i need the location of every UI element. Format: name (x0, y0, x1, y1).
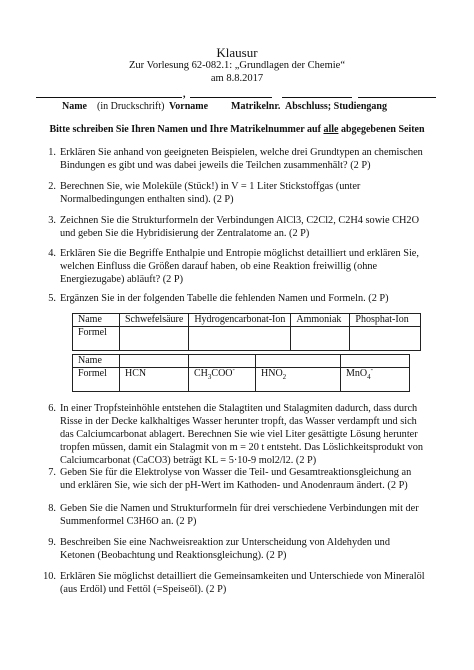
instruction-note (0, 124, 474, 135)
question-text: Erklären Sie anhand von geeigneten Beispielen, welche drei Grundtypen an chemischen Bindungen es gibt und was dabei jeweils die Teilchen zusammenhält? (2 P) (60, 147, 423, 171)
question-1 (48, 146, 425, 172)
table-cell: Schwefelsäure (120, 314, 189, 327)
question-number: 4. (48, 248, 56, 259)
question-number: 5. (48, 293, 56, 304)
question-4 (48, 247, 425, 286)
question-8 (48, 502, 425, 528)
signature-lines (36, 89, 436, 101)
matrikel-line (282, 97, 352, 98)
table-cell[interactable] (341, 355, 410, 368)
table-cell: $CH_3COO^-$ (189, 368, 256, 392)
vorname-line (190, 97, 272, 98)
instruction-underlined: alle (323, 124, 339, 135)
question-text: Beschreiben Sie eine Nachweisreaktion zur Unterscheidung von Aldehyden und Ketonen (Beobachtung und Reaktionsgleichung). (2 P) (60, 537, 390, 561)
table-cell: Name (73, 314, 120, 327)
question-number: 3. (48, 215, 56, 226)
label-vorname: Vorname (169, 101, 209, 112)
question-number: 10. (43, 571, 56, 582)
table-cell: Name (73, 355, 120, 368)
name-line (36, 97, 182, 98)
separator-comma: , (183, 89, 186, 100)
question-10 (43, 570, 425, 596)
label-name-hint: (in Druckschrift) (97, 101, 165, 112)
table-cell[interactable] (120, 355, 189, 368)
question-text: Berechnen Sie, wie Moleküle (Stück!) in V = 1 Liter Stickstoffgas (unter Normalbedingungen enthalten sind). (2 P) (60, 181, 361, 205)
question-text: Geben Sie für die Elektrolyse von Wasser die Teil- und Gesamtreaktionsgleichung an und erklären Sie, wie sich der pH-Wert im Kathoden- und Anodenraum ändert. (2 P) (60, 467, 412, 491)
instruction-after: abgegebenen Seiten (340, 124, 425, 135)
table-cell: Formel (73, 368, 120, 392)
table-cell[interactable] (350, 327, 421, 351)
table-row (73, 314, 421, 327)
table-missing-formulas (72, 313, 421, 351)
table-cell: Ammoniak (291, 314, 350, 327)
table-cell[interactable] (189, 355, 256, 368)
label-name: Name (62, 101, 87, 112)
question-text: Geben Sie die Namen und Strukturformeln für drei verschiedene Verbindungen mit der Summenformel C3H6O an. (2 P) (60, 503, 419, 527)
question-number: 8. (48, 503, 56, 514)
question-text: Erklären Sie die Begriffe Enthalpie und Entropie möglichst detailliert und erklären Sie, welchen Einfluss die Größen darauf haben, ob eine Reaktion freiwillig (ohne Energiezugabe) abläuft? (2 P) (60, 248, 419, 285)
table-cell: Formel (73, 327, 120, 351)
table-cell[interactable] (189, 327, 291, 351)
question-text: Ergänzen Sie in der folgenden Tabelle die fehlenden Namen und Formeln. (2 P) (60, 293, 389, 304)
label-abschluss: Abschluss; Studiengang (285, 101, 387, 112)
table-cell: HCN (120, 368, 189, 392)
instruction-before: Bitte schreiben Sie Ihren Namen und Ihre Matrikelnummer auf (49, 124, 321, 135)
table-cell[interactable] (120, 327, 189, 351)
table-missing-names (72, 354, 410, 392)
question-9 (48, 536, 425, 562)
exam-date: am 8.8.2017 (210, 73, 264, 84)
studiengang-line (358, 97, 436, 98)
table-cell: $HNO_2$ (256, 368, 341, 392)
question-number: 2. (48, 181, 56, 192)
question-text: Zeichnen Sie die Strukturformeln der Verbindungen AlCl3, C2Cl2, C2H4 sowie CH2O und geben Sie die Hybridisierung der Zentralatome an. (2 P) (60, 215, 420, 239)
table-row (73, 368, 410, 392)
table-row (73, 355, 410, 368)
question-2 (48, 180, 425, 206)
table-row (73, 327, 421, 351)
exam-title: Klausur (216, 45, 258, 60)
table-cell: MnO$_4$- (341, 368, 410, 392)
table-cell: Phosphat-Ion (350, 314, 421, 327)
question-5 (48, 292, 425, 305)
question-text: Erklären Sie möglichst detailliert die Gemeinsamkeiten und Unterschiede von Mineralöl (aus Erdöl) und Fettöl (=Speiseöl). (2 P) (60, 571, 425, 595)
question-number: 6. (48, 403, 56, 414)
table-cell[interactable] (256, 355, 341, 368)
question-number: 1. (48, 147, 56, 158)
question-text: In einer Tropfsteinhöhle entstehen die Stalagtiten und Stalagmiten dadurch, dass durch Risse in der Decke kalkhaltiges Wasser herunter tropft, das Wasser verdampft und sich das Calciumcarbonat ablagert. Berechnen Sie wie viel Liter gesättigte Lösung herunter tropfen müssen, damit ein Stalagmit von m = 20 t entsteht. Das Löslichkeitsprodukt von Calciumcarbonat (CaCO3) beträgt KL = 5·10-9 mol2/l2. (2 P) (60, 403, 424, 466)
question-7 (48, 466, 425, 492)
table-cell: Hydrogencarbonat-Ion (189, 314, 291, 327)
question-3 (48, 214, 425, 240)
course-line: Zur Vorlesung 62-082.1: „Grundlagen der Chemie“ (129, 60, 345, 71)
question-number: 9. (48, 537, 56, 548)
question-number: 7. (48, 467, 56, 478)
table-cell[interactable] (291, 327, 350, 351)
label-matrikel: Matrikelnr. (231, 101, 281, 112)
question-6 (48, 402, 425, 467)
